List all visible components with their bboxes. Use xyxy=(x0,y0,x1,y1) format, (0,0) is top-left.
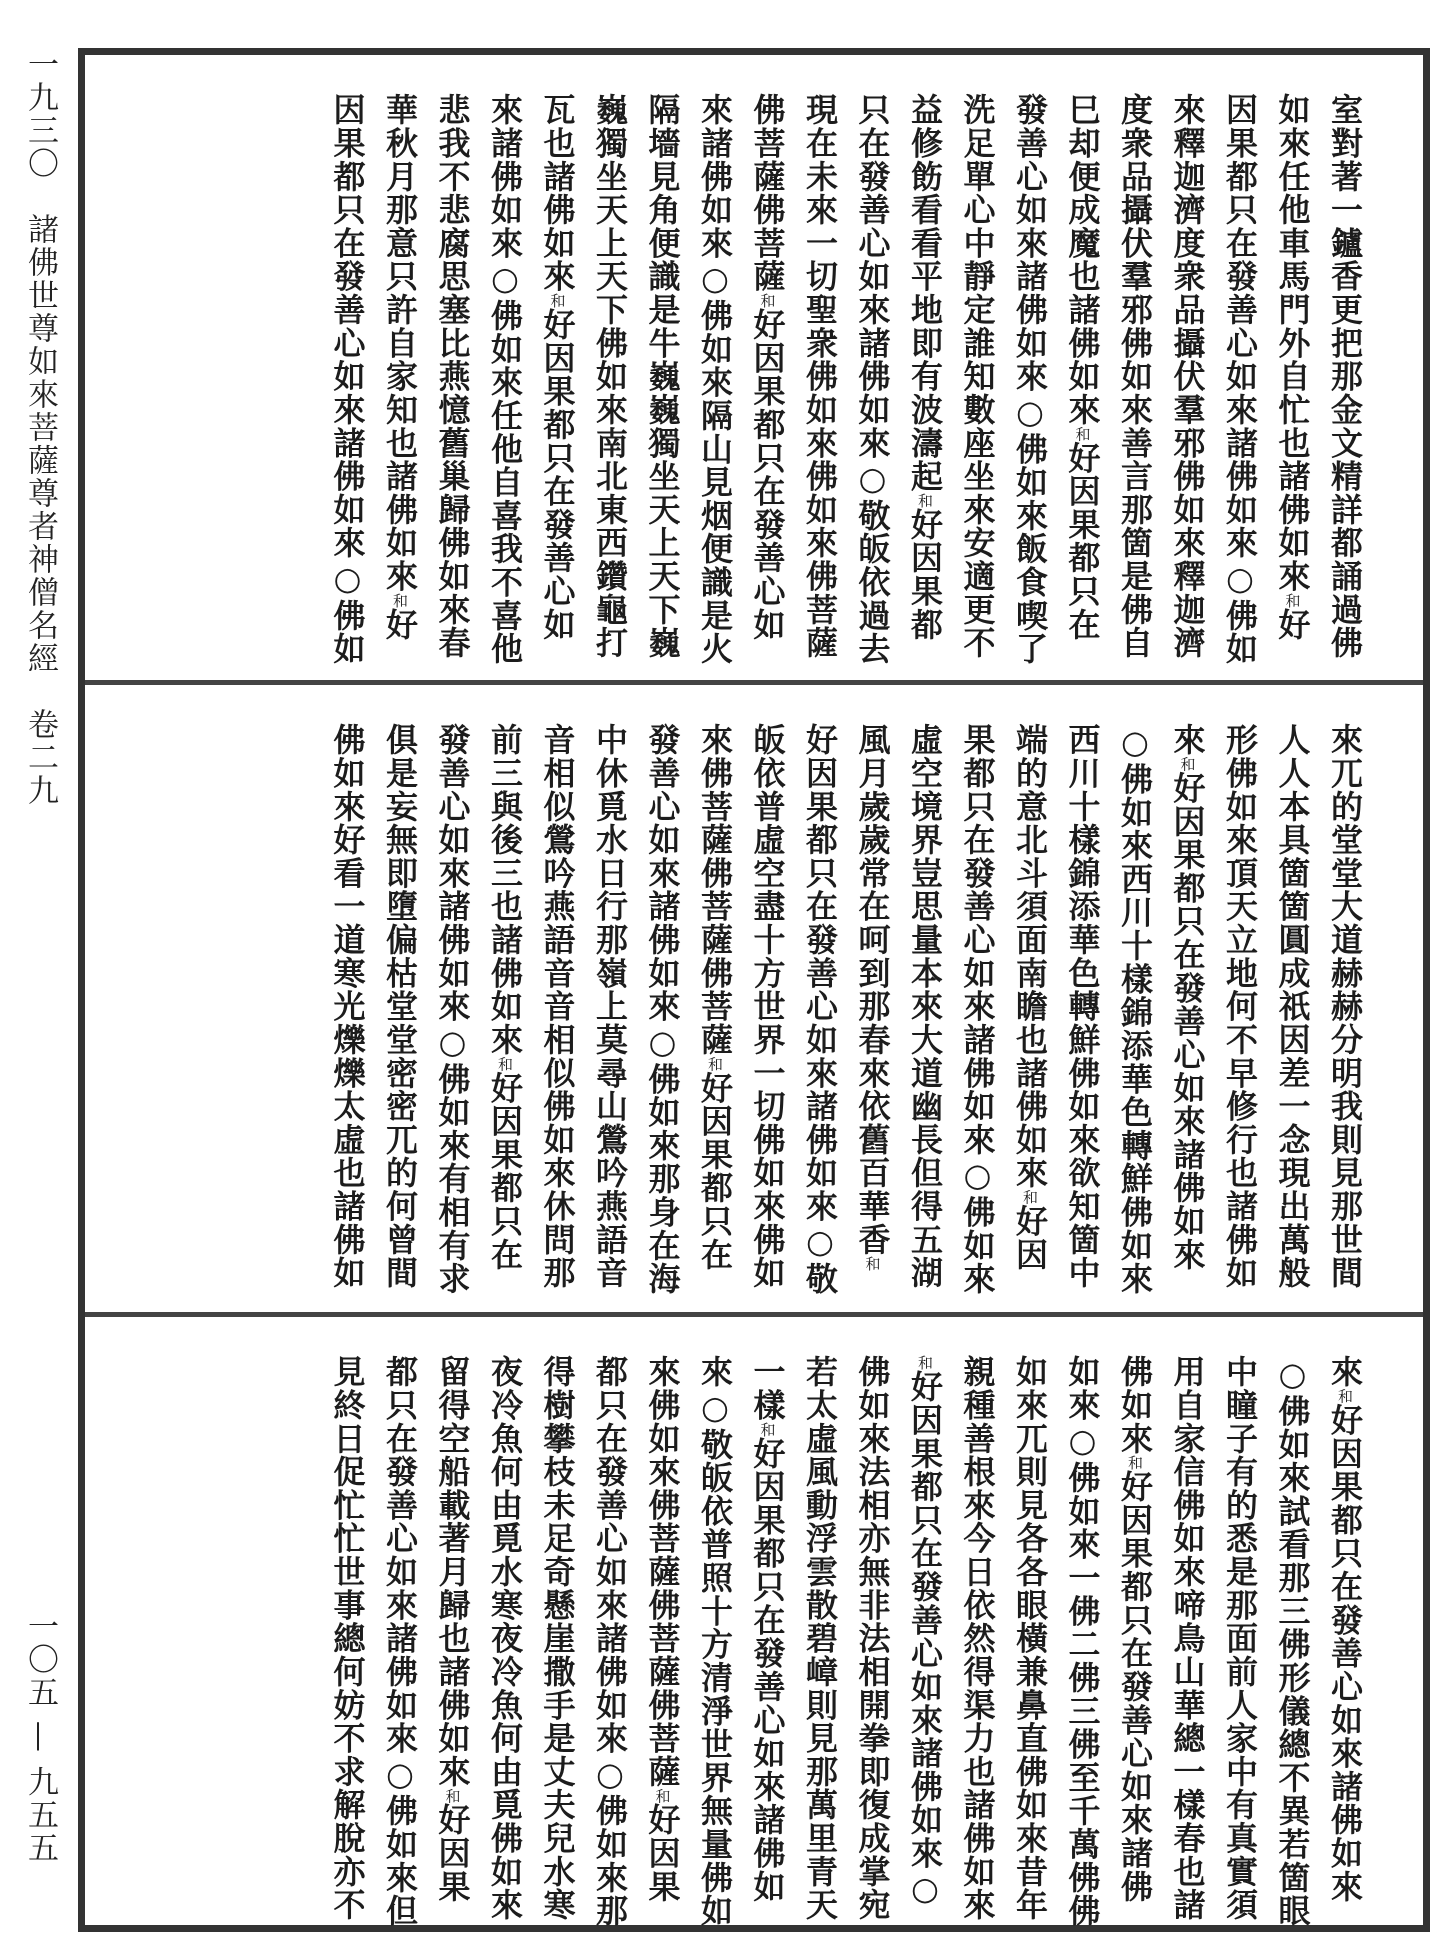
text-column: 益修飭看看平地即有波濤起和好因果都 xyxy=(906,93,944,641)
text-column: 佛如來好看一道寒光爍爍太虛也諸佛如 xyxy=(328,723,367,1290)
page-frame xyxy=(78,48,1430,1932)
text-panel-3 xyxy=(85,1317,1423,1928)
interlinear-note: 和 xyxy=(916,1355,934,1370)
text-column: 巍獨坐天上天下佛如來南北東西鑽龜打 xyxy=(591,93,629,660)
interlinear-note: 和 xyxy=(496,1056,514,1072)
text-column: 來佛如來佛菩薩佛菩薩佛菩薩和好因果 xyxy=(643,1355,682,1903)
page-number-margin: 一〇五 — 九五五 xyxy=(22,1610,58,1865)
column-group xyxy=(321,93,1371,665)
interlinear-note: 和 xyxy=(916,492,934,508)
text-column: ○佛如來試看那三佛形儀總不異若箇眼 xyxy=(1273,1355,1312,1928)
text-column: 來和好因果都只在發善心如來諸佛如來 xyxy=(1326,1355,1364,1903)
text-column: 用自家信佛如來啼鳥山華總一樣春也諸 xyxy=(1168,1355,1207,1922)
text-panel-1 xyxy=(85,55,1423,685)
interlinear-note: 和 xyxy=(653,1788,672,1804)
text-column: ○佛如來西川十樣錦添華色轉鮮佛如來 xyxy=(1116,723,1154,1296)
text-column: 若太虛風動浮雲散碧嶂則見那萬里青天 xyxy=(801,1355,839,1922)
text-column: 如來任他車馬門外自忙也諸佛如來和好 xyxy=(1273,93,1312,641)
text-column: 俱是妄無即墮偏枯堂堂密密兀的何曾間 xyxy=(381,723,419,1290)
text-column: 見終日促忙忙世事總何妨不求解脫亦不 xyxy=(328,1355,367,1922)
text-column: 佛菩薩佛菩薩和好因果都只在發善心如 xyxy=(748,93,787,641)
text-column: 來○敬皈依普照十方清淨世界無量佛如 xyxy=(696,1355,734,1928)
text-column: 發善心如來諸佛如來○佛如來有相有求 xyxy=(433,723,472,1296)
text-column: 現在未來一切聖衆佛如來佛如來佛菩薩 xyxy=(801,93,839,660)
text-column: 中休覓水日行那嶺上莫尋山鶯吟燕語音 xyxy=(591,723,629,1290)
text-column: 悲我不悲腐思塞比燕憶舊巢歸佛如來春 xyxy=(433,93,472,660)
text-column: 來佛菩薩佛菩薩佛菩薩和好因果都只在 xyxy=(696,723,734,1271)
text-column: 瓦也諸佛如來和好因果都只在發善心如 xyxy=(538,93,577,641)
text-column: 好因果都只在發善心如來諸佛如來○敬 xyxy=(801,723,839,1296)
interlinear-note: 和 xyxy=(706,1056,724,1072)
text-column: 皈依普虛空盡十方世界一切佛如來佛如 xyxy=(748,723,787,1290)
text-column: 虛空境界豈思量本來大道幽長但得五湖 xyxy=(906,723,944,1290)
text-column: 度衆品攝伏羣邪佛如來善言那箇是佛自 xyxy=(1116,93,1154,660)
column-group xyxy=(321,1355,1371,1927)
interlinear-note: 和 xyxy=(443,1788,462,1804)
interlinear-note: 和 xyxy=(863,1256,882,1271)
text-column: 留得空船載著月歸也諸佛如來和好因果 xyxy=(433,1355,472,1903)
text-panel-2 xyxy=(85,685,1423,1317)
text-column: 如來兀則見各各眼橫兼鼻直佛如來昔年 xyxy=(1011,1355,1049,1922)
text-column: 洗足單心中靜定誰知數座坐來安適更不 xyxy=(958,93,997,660)
text-column: 音相似鶯吟燕語音音相似佛如來休問那 xyxy=(538,723,577,1290)
text-column: 巳却便成魔也諸佛如來和好因果都只在 xyxy=(1063,93,1102,641)
text-column: 來和好因果都只在發善心如來諸佛如來 xyxy=(1168,723,1207,1271)
text-column: 得樹攀枝未足奇懸崖撒手是丈夫兒水寒 xyxy=(538,1355,577,1922)
text-column: 端的意北斗須面南瞻也諸佛如來和好因 xyxy=(1011,723,1049,1271)
text-column: 隔墻見角便識是牛巍巍獨坐天上天下巍 xyxy=(643,93,682,660)
text-column: 佛如來法相亦無非法相開拳即復成掌宛 xyxy=(853,1355,892,1922)
interlinear-note: 和 xyxy=(1336,1388,1354,1404)
text-column: 夜冷魚何由覓水寒夜冷魚何由覓佛如來 xyxy=(486,1355,524,1922)
text-column: 發善心如來諸佛如來○佛如來飯食喫了 xyxy=(1011,93,1049,666)
interlinear-note: 和 xyxy=(1073,426,1092,442)
text-column: 來釋迦濟度衆品攝伏羣邪佛如來釋迦濟 xyxy=(1168,93,1207,660)
text-column: 室對著一鑪香更把那金文精詳都誦過佛 xyxy=(1326,93,1364,660)
text-column: 人人本具箇箇圓成祇因差一念現出萬般 xyxy=(1273,723,1312,1290)
text-column: 來兀的堂堂大道赫赫分明我則見那世間 xyxy=(1326,723,1364,1290)
text-column: 來諸佛如來○佛如來隔山見烟便識是火 xyxy=(696,93,734,666)
interlinear-note: 和 xyxy=(1178,756,1197,772)
interlinear-note: 和 xyxy=(758,1421,777,1437)
text-column: 西川十樣錦添華色轉鮮佛如來欲知箇中 xyxy=(1063,723,1102,1290)
interlinear-note: 和 xyxy=(391,592,409,608)
text-column: 如來○佛如來一佛二佛三佛至千萬佛佛 xyxy=(1063,1355,1102,1928)
text-column: 親種善根來今日依然得渠力也諸佛如來 xyxy=(958,1355,997,1922)
interlinear-note: 和 xyxy=(1283,592,1302,608)
sutra-title-margin: 一九三〇 諸佛世尊如來菩薩尊者神僧名經 卷二九 xyxy=(22,48,58,807)
text-column: 風月歲歲常在呵到那春來依舊百華香和 xyxy=(853,723,892,1271)
interlinear-note: 和 xyxy=(548,292,567,308)
text-column: 果都只在發善心如來諸佛如來○佛如來 xyxy=(958,723,997,1296)
interlinear-note: 和 xyxy=(758,292,777,308)
interlinear-note: 和 xyxy=(1126,1454,1144,1470)
text-column: 佛如來和好因果都只在發善心如來諸佛 xyxy=(1116,1355,1154,1903)
text-column: 和好因果都只在發善心如來諸佛如來○ xyxy=(906,1355,944,1909)
text-column: 因果都只在發善心如來諸佛如來○佛如 xyxy=(1221,93,1259,666)
text-column: 形佛如來頂天立地何不早修行也諸佛如 xyxy=(1221,723,1259,1290)
text-column: 中瞳子有的悉是那面前人家中有真實須 xyxy=(1221,1355,1259,1922)
interlinear-note: 和 xyxy=(1021,1189,1039,1205)
text-column: 華秋月那意只許自家知也諸佛如來和好 xyxy=(381,93,419,641)
text-column: 只在發善心如來諸佛如來○敬皈依過去 xyxy=(853,93,892,666)
text-column: 都只在發善心如來諸佛如來○佛如來但 xyxy=(381,1355,419,1928)
text-column: 來諸佛如來○佛如來任他自喜我不喜他 xyxy=(486,93,524,666)
column-group xyxy=(321,723,1371,1295)
text-column: 發善心如來諸佛如來○佛如來那身在海 xyxy=(643,723,682,1296)
text-column: 一樣和好因果都只在發善心如來諸佛如 xyxy=(748,1355,787,1903)
text-column: 前三與後三也諸佛如來和好因果都只在 xyxy=(486,723,524,1271)
text-column: 都只在發善心如來諸佛如來○佛如來那 xyxy=(591,1355,629,1928)
text-column: 因果都只在發善心如來諸佛如來○佛如 xyxy=(328,93,367,666)
